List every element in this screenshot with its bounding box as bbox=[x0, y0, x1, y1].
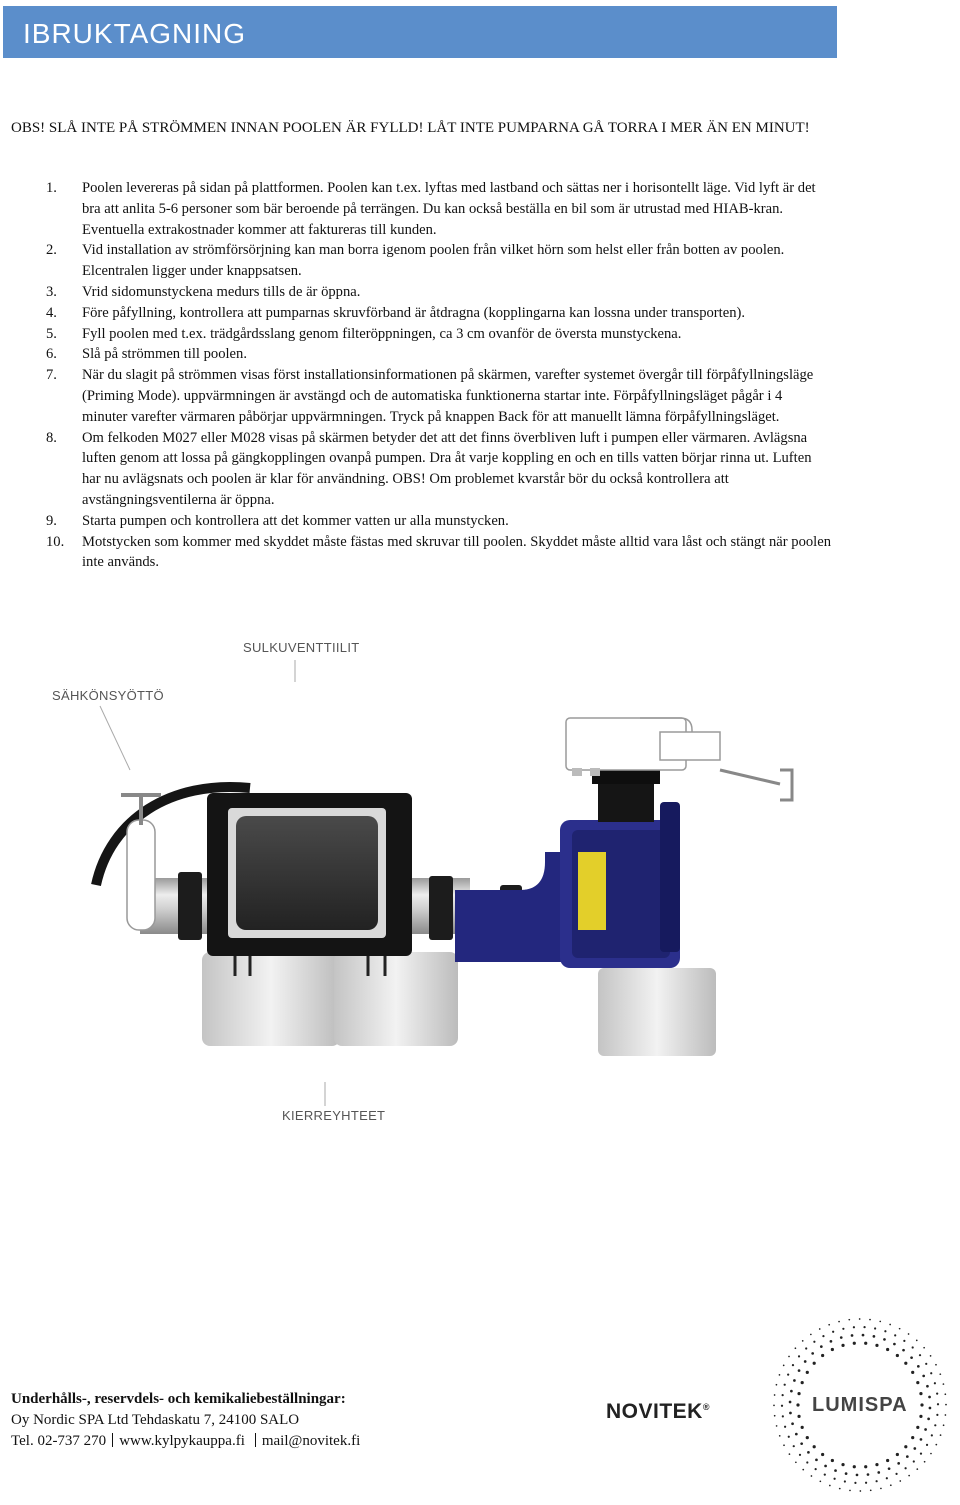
logo-dot bbox=[883, 1338, 886, 1341]
logo-dot bbox=[820, 1480, 822, 1482]
logo-dot bbox=[789, 1412, 792, 1415]
logo-dot bbox=[874, 1327, 876, 1329]
novitek-logo-text: NOVITEK bbox=[606, 1400, 703, 1423]
logo-dot bbox=[916, 1381, 919, 1384]
page-header bbox=[3, 6, 837, 58]
logo-dot bbox=[849, 1490, 851, 1492]
logo-dot bbox=[904, 1362, 907, 1365]
logo-dot bbox=[853, 1465, 856, 1468]
logo-dot bbox=[811, 1352, 814, 1355]
logo-dot bbox=[870, 1489, 872, 1491]
logo-dot bbox=[810, 1334, 812, 1336]
logo-dot bbox=[927, 1418, 930, 1421]
logo-dot bbox=[911, 1436, 914, 1439]
logo-dot bbox=[838, 1321, 840, 1323]
logo-dot bbox=[784, 1384, 786, 1386]
step-number: 10. bbox=[46, 533, 65, 550]
logo-dot bbox=[864, 1342, 867, 1345]
logo-dot bbox=[805, 1347, 807, 1349]
logo-dot bbox=[937, 1403, 939, 1405]
logo-dot bbox=[916, 1426, 919, 1429]
logo-dot bbox=[824, 1474, 826, 1476]
logo-dot bbox=[795, 1347, 797, 1349]
step-number: 5. bbox=[46, 325, 57, 342]
logo-dot bbox=[839, 1488, 841, 1490]
logo-dot bbox=[943, 1424, 945, 1426]
logo-dot bbox=[919, 1392, 922, 1395]
step-number: 4. bbox=[46, 304, 57, 321]
logo-dot bbox=[924, 1461, 926, 1463]
logo-dot bbox=[783, 1444, 785, 1446]
logo-dot bbox=[895, 1473, 897, 1475]
logo-dot bbox=[782, 1394, 784, 1396]
logo-dot bbox=[908, 1475, 910, 1477]
footer-website[interactable]: www.kylpykauppa.fi bbox=[119, 1433, 245, 1449]
lower-pipe-middle bbox=[334, 952, 458, 1046]
logo-dot bbox=[934, 1382, 936, 1384]
logo-dot bbox=[821, 1453, 824, 1456]
logo-dot bbox=[833, 1478, 835, 1480]
step-number: 8. bbox=[46, 429, 57, 446]
logo-dot bbox=[910, 1356, 913, 1359]
logo-dot bbox=[867, 1473, 870, 1476]
logo-dot bbox=[804, 1360, 807, 1363]
pump-label bbox=[578, 852, 606, 930]
logo-dot bbox=[779, 1374, 781, 1376]
logo-dot bbox=[795, 1433, 798, 1436]
logo-dot bbox=[926, 1444, 928, 1446]
logo-dot bbox=[830, 1340, 833, 1343]
logo-dot bbox=[944, 1393, 946, 1395]
logo-dot bbox=[829, 1485, 831, 1487]
step-number: 7. bbox=[46, 367, 57, 384]
logo-dot bbox=[930, 1355, 932, 1357]
step-number: 9. bbox=[46, 512, 57, 529]
logo-dot bbox=[831, 1459, 834, 1462]
logo-dot bbox=[920, 1453, 922, 1455]
logo-dot bbox=[926, 1385, 929, 1388]
logo-dot bbox=[924, 1428, 927, 1431]
instruction-list bbox=[11, 178, 831, 573]
logo-dot bbox=[936, 1414, 938, 1416]
logo-dot bbox=[916, 1340, 918, 1342]
step-text: Slå på strömmen till poolen. bbox=[82, 346, 247, 363]
logo-dot bbox=[798, 1355, 800, 1357]
logo-dot bbox=[913, 1447, 916, 1450]
lower-pipe-right bbox=[598, 968, 716, 1056]
logo-dot bbox=[788, 1356, 790, 1358]
footer-contact-line bbox=[11, 1431, 360, 1452]
logo-dot bbox=[877, 1471, 880, 1474]
logo-dot bbox=[842, 1328, 844, 1330]
logo-dot bbox=[886, 1477, 888, 1479]
logo-dot bbox=[807, 1451, 810, 1454]
step-text: Starta pumpen och kontrollera att det kommer vatten ur alla munstycken. bbox=[82, 512, 509, 529]
logo-dot bbox=[893, 1343, 896, 1346]
logo-dot bbox=[899, 1480, 901, 1482]
logo-dot bbox=[880, 1488, 882, 1490]
logo-dot bbox=[902, 1349, 905, 1352]
logo-dot bbox=[863, 1326, 865, 1328]
step-number: 1. bbox=[46, 180, 57, 196]
logo-dot bbox=[801, 1381, 804, 1384]
logo-dot bbox=[831, 1348, 834, 1351]
logo-dot bbox=[886, 1459, 889, 1462]
step-number: 3. bbox=[46, 283, 57, 300]
logo-dot bbox=[939, 1373, 941, 1375]
step-text: Vrid sidomunstyckena medurs tills de är öppna. bbox=[82, 283, 361, 300]
logo-dot bbox=[896, 1354, 899, 1357]
logo-dot bbox=[798, 1369, 801, 1372]
separator bbox=[255, 1433, 256, 1447]
logo-dot bbox=[801, 1426, 804, 1429]
control-screen bbox=[236, 816, 378, 930]
logo-dot bbox=[930, 1453, 932, 1455]
footer-phone: Tel. 02-737 270 bbox=[11, 1433, 107, 1449]
logo-dot bbox=[919, 1354, 921, 1356]
logo-dot bbox=[822, 1335, 824, 1337]
logo-dot bbox=[783, 1365, 785, 1367]
logo-dot bbox=[935, 1364, 937, 1366]
list-item bbox=[11, 344, 831, 365]
logo-dot bbox=[945, 1404, 947, 1406]
logo-dot bbox=[806, 1436, 809, 1439]
step-text: När du slagit på strömmen visas först installationsinformationen på skärmen, varefter systemet övergår till förpåfyllningsläge (Priming Mode). uppvärmningen är avstängd och de automatiska funktionerna startar inte. Förpåfyllningsläget pågår i 4 minuter varefter värmaren påbörjar uppvärmningen. Tryck på knappen Back för att manuellt lämna förpåfyllningsläget. bbox=[82, 367, 814, 425]
label-power-supply: SÄHKÖNSYÖTTÖ bbox=[52, 688, 164, 703]
logo-dot bbox=[886, 1348, 889, 1351]
logo-dot bbox=[862, 1334, 865, 1337]
logo-dot bbox=[774, 1415, 776, 1417]
logo-dot bbox=[815, 1468, 817, 1470]
logo-dot bbox=[811, 1475, 813, 1477]
logo-dot bbox=[821, 1354, 824, 1357]
logo-dot bbox=[928, 1396, 931, 1399]
footer-address: Oy Nordic SPA Ltd Tehdaskatu 7, 24100 SALO bbox=[11, 1412, 300, 1428]
logo-dot bbox=[908, 1333, 910, 1335]
footer-email[interactable]: mail@novitek.fi bbox=[261, 1433, 361, 1449]
logo-dot bbox=[799, 1454, 801, 1456]
logo-dot bbox=[875, 1463, 878, 1466]
logo-dot bbox=[802, 1340, 804, 1342]
logo-dot bbox=[925, 1363, 927, 1365]
logo-dot bbox=[781, 1405, 783, 1407]
logo-dot bbox=[791, 1422, 794, 1425]
step-number: 2. bbox=[46, 242, 57, 259]
logo-dot bbox=[931, 1434, 933, 1436]
logo-dot bbox=[897, 1462, 900, 1465]
logo-dot bbox=[916, 1468, 918, 1470]
logo-dot bbox=[864, 1465, 867, 1468]
step-text: Om felkoden M027 eller M028 visas på skärmen betyder det att det finns överbliven luft i pumpen eller värmaren. Avlägsna luften genom att lossa på gängkopplingen ovanpå pumpen. Dra åt varje koppling en och en tills vatten börjar rinna ut. Luften har nu avlägsnats och poolen är klar för användning. OBS! Om problemet kvarstår bör du också kontrollera att avstängningsventilerna är öppna. bbox=[82, 429, 812, 508]
novitek-logo: NOVITEK® bbox=[606, 1400, 710, 1423]
logo-dot bbox=[856, 1474, 859, 1477]
logo-dot bbox=[806, 1371, 809, 1374]
logo-dot bbox=[792, 1364, 794, 1366]
logo-dot bbox=[845, 1472, 848, 1475]
list-item bbox=[11, 324, 831, 345]
logo-dot bbox=[841, 1463, 844, 1466]
logo-dot bbox=[800, 1442, 803, 1445]
logo-dot bbox=[828, 1324, 830, 1326]
logo-dot bbox=[929, 1407, 932, 1410]
logo-dot bbox=[789, 1453, 791, 1455]
logo-dot bbox=[834, 1469, 837, 1472]
step-number: 6. bbox=[46, 346, 57, 363]
lower-pipe-left bbox=[202, 952, 340, 1046]
step-text: Fyll poolen med t.ex. trädgårdsslang genom filteröppningen, ca 3 cm ovanför de översta munstyckena. bbox=[82, 325, 682, 342]
list-item bbox=[11, 282, 831, 303]
page-title: IBRUKTAGNING bbox=[23, 18, 247, 49]
logo-dot bbox=[790, 1390, 793, 1393]
logo-dot bbox=[896, 1453, 899, 1456]
logo-dot bbox=[888, 1467, 891, 1470]
logo-dot bbox=[793, 1445, 795, 1447]
logo-dot bbox=[899, 1328, 901, 1330]
list-item bbox=[11, 240, 831, 282]
logo-dot bbox=[854, 1482, 856, 1484]
logo-dot bbox=[815, 1458, 818, 1461]
logo-dot bbox=[840, 1336, 843, 1339]
logo-dot bbox=[934, 1424, 936, 1426]
logo-dot bbox=[802, 1469, 804, 1471]
logo-dot bbox=[824, 1465, 827, 1468]
logo-dot bbox=[917, 1365, 920, 1368]
logo-dot bbox=[935, 1444, 937, 1446]
logo-dot bbox=[844, 1480, 846, 1482]
logo-dot bbox=[806, 1461, 808, 1463]
logo-dot bbox=[930, 1372, 932, 1374]
logo-dot bbox=[945, 1414, 947, 1416]
logo-dot bbox=[776, 1425, 778, 1427]
list-item bbox=[11, 303, 831, 324]
logo-dot bbox=[865, 1482, 867, 1484]
logo-dot bbox=[795, 1461, 797, 1463]
logo-dot bbox=[797, 1392, 800, 1395]
list-item bbox=[11, 365, 831, 427]
logo-dot bbox=[905, 1467, 907, 1469]
separator bbox=[112, 1433, 113, 1447]
logo-dot bbox=[906, 1455, 909, 1458]
logo-dot bbox=[774, 1394, 776, 1396]
logo-dot bbox=[904, 1445, 907, 1448]
logo-dot bbox=[832, 1331, 834, 1333]
list-item bbox=[11, 178, 831, 240]
logo-dot bbox=[789, 1401, 792, 1404]
logo-dot bbox=[920, 1403, 923, 1406]
logo-dot bbox=[820, 1345, 823, 1348]
logo-dot bbox=[773, 1405, 775, 1407]
logo-dot bbox=[813, 1445, 816, 1448]
equipment-diagram bbox=[0, 620, 960, 1140]
logo-dot bbox=[859, 1318, 861, 1320]
logo-dot bbox=[913, 1460, 915, 1462]
logo-dot bbox=[813, 1362, 816, 1365]
logo-dot bbox=[869, 1319, 871, 1321]
step-text: Motstycken som kommer med skyddet måste fästas med skruvar till poolen. Skyddet måste alltid vara låst och stängt när poolen inte används. bbox=[82, 533, 831, 571]
logo-dot bbox=[889, 1324, 891, 1326]
step-text: Vid installation av strömförsörjning kan man borra igenom poolen från vilket hörn som helst eller från botten av poolen. Elcentralen ligger under knappsatsen. bbox=[82, 242, 785, 280]
logo-dot bbox=[919, 1415, 922, 1418]
logo-dot bbox=[860, 1490, 862, 1492]
label-shutoff-valves: SULKUVENTTIILIT bbox=[243, 640, 360, 655]
logo-dot bbox=[784, 1426, 786, 1428]
logo-dot bbox=[875, 1344, 878, 1347]
logo-dot bbox=[782, 1415, 784, 1417]
logo-dot bbox=[943, 1383, 945, 1385]
step-text: Före påfyllning, kontrollera att pumparnas skruvförband är åtdragna (kopplingarna kan lossna under transporten). bbox=[82, 304, 746, 321]
logo-dot bbox=[879, 1321, 881, 1323]
logo-dot bbox=[787, 1374, 789, 1376]
logo-dot bbox=[793, 1379, 796, 1382]
logo-dot bbox=[936, 1393, 938, 1395]
logo-dot bbox=[819, 1328, 821, 1330]
logo-dot bbox=[876, 1480, 878, 1482]
logo-dot bbox=[920, 1438, 923, 1441]
logo-dot bbox=[911, 1371, 914, 1374]
warning-text: OBS! SLÅ INTE PÅ STRÖMMEN INNAN POOLEN ÄR FYLLD! LÅT INTE PUMPARNA GÅ TORRA I MER ÄN EN MINUT! bbox=[11, 120, 810, 136]
logo-dot bbox=[853, 1326, 855, 1328]
list-item bbox=[11, 511, 831, 532]
lumispa-logo-text: LUMISPA bbox=[812, 1394, 908, 1416]
logo-dot bbox=[788, 1436, 790, 1438]
logo-dot bbox=[894, 1334, 896, 1336]
logo-dot bbox=[841, 1344, 844, 1347]
footer-heading: Underhålls-, reservdels- och kemikaliebeställningar: bbox=[11, 1391, 346, 1407]
logo-dot bbox=[873, 1335, 876, 1338]
logo-dot bbox=[776, 1384, 778, 1386]
logo-dot bbox=[779, 1435, 781, 1437]
logo-dot bbox=[796, 1403, 799, 1406]
list-item bbox=[11, 428, 831, 511]
footer-contact bbox=[11, 1389, 360, 1452]
list-item bbox=[11, 532, 831, 574]
logo-dot bbox=[797, 1415, 800, 1418]
logo-dot bbox=[851, 1334, 854, 1337]
label-threaded-unions: KIERREYHTEET bbox=[282, 1108, 386, 1123]
logo-dot bbox=[923, 1347, 925, 1349]
logo-dot bbox=[940, 1434, 942, 1436]
logo-dot bbox=[922, 1375, 925, 1378]
logo-dot bbox=[912, 1346, 914, 1348]
logo-dot bbox=[813, 1341, 815, 1343]
logo-dot bbox=[853, 1342, 856, 1345]
logo-dot bbox=[884, 1330, 886, 1332]
logo-dot bbox=[890, 1484, 892, 1486]
step-text: Poolen levereras på sidan på plattformen. Poolen kan t.ex. lyftas med lastband och sättas ner i horisontellt läge. Vid lyft är det bra att anlita 5-6 personer som bär beroende på terrängen. Du kan också beställa en bil som är utrustad med HIAB-kran. Eventuella extrakostnader kommer att faktureras till kunden. bbox=[82, 180, 816, 238]
logo-dot bbox=[903, 1340, 905, 1342]
logo-dot bbox=[848, 1319, 850, 1321]
